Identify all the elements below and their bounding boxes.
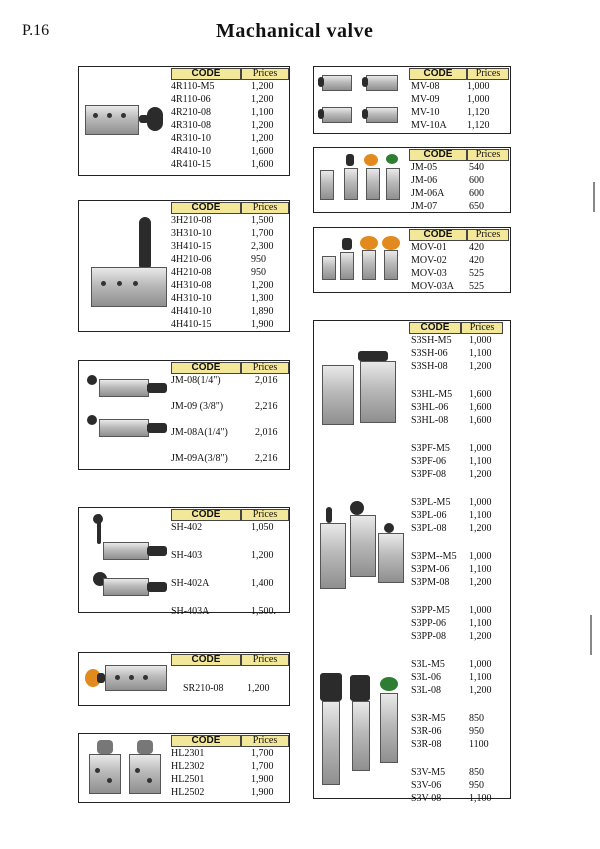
product-price: 1,000 [469, 605, 492, 616]
product-code: JM-05 [411, 162, 438, 173]
product-price: 950 [251, 267, 266, 278]
product-code: S3R-06 [411, 726, 442, 737]
product-price: 525 [469, 268, 484, 279]
prices-header: Prices [467, 68, 509, 80]
product-code: S3R-08 [411, 739, 442, 750]
code-header: CODE [171, 68, 241, 80]
mini-push-valve-image [318, 150, 406, 212]
product-code: S3PM-06 [411, 564, 450, 575]
product-price: 1,700 [251, 761, 274, 772]
product-price: 1,200 [251, 133, 274, 144]
product-price: 850 [469, 713, 484, 724]
product-price: 1,000 [469, 659, 492, 670]
product-code: 4R210-08 [171, 107, 211, 118]
product-price: 1,100 [469, 564, 492, 575]
product-price: 2,216 [255, 401, 278, 412]
product-price: 1,900 [251, 787, 274, 798]
code-header: CODE [171, 362, 241, 374]
product-price: 540 [469, 162, 484, 173]
h-series-panel [78, 200, 290, 332]
product-code: MOV-03A [411, 281, 454, 292]
product-price: 1,700 [251, 748, 274, 759]
s3-roller-valve-image [316, 493, 408, 593]
product-price: 1,500 [251, 215, 274, 226]
product-price: 1,000 [467, 81, 490, 92]
code-header: CODE [171, 735, 241, 747]
product-price: 600 [469, 175, 484, 186]
product-code: MOV-01 [411, 242, 447, 253]
prices-header: Prices [461, 322, 503, 334]
product-code: S3PF-06 [411, 456, 447, 467]
code-header: CODE [171, 509, 241, 521]
prices-header: Prices [241, 362, 289, 374]
product-code: S3PP-M5 [411, 605, 450, 616]
product-code: 3H310-10 [171, 228, 212, 239]
product-price: 1,100 [469, 348, 492, 359]
product-code: HL2302 [171, 761, 205, 772]
product-code: S3PL-M5 [411, 497, 451, 508]
toggle-valve-image [85, 371, 171, 461]
product-price: 1,700 [251, 228, 274, 239]
product-code: HL2301 [171, 748, 205, 759]
mv-series-panel [313, 66, 511, 134]
product-price: 1,200 [251, 280, 274, 291]
product-price: 1,100 [469, 618, 492, 629]
product-code: 4R110-06 [171, 94, 211, 105]
product-price: 1,200 [469, 469, 492, 480]
hand-lever-valve-image [85, 101, 167, 141]
mushroom-valve-image [318, 230, 406, 292]
product-price: 600 [469, 188, 484, 199]
product-price: 1,100 [469, 793, 492, 804]
prices-header: Prices [241, 654, 289, 666]
product-code: SH-403 [171, 550, 203, 561]
product-price: 1,890 [251, 306, 274, 317]
product-price: 1,050 [251, 522, 274, 533]
product-price: 2,300 [251, 241, 274, 252]
product-code: 4R310-10 [171, 133, 211, 144]
product-code: MOV-02 [411, 255, 447, 266]
hl-series-panel [78, 733, 290, 803]
product-code: SR210-08 [183, 683, 224, 694]
product-code: S3PM-08 [411, 577, 450, 588]
product-code: S3PM--M5 [411, 551, 457, 562]
product-code: S3L-08 [411, 685, 441, 696]
prices-header: Prices [241, 68, 289, 80]
product-price: 1,000 [469, 551, 492, 562]
product-price: 1,000 [469, 335, 492, 346]
product-price: 1100 [469, 739, 489, 750]
scan-mark [593, 182, 595, 212]
product-code: JM-09A(3/8") [171, 453, 228, 464]
product-price: 1,100 [469, 510, 492, 521]
product-price: 1,200 [469, 523, 492, 534]
code-header: CODE [409, 68, 467, 80]
product-code: S3HL-06 [411, 402, 449, 413]
s3-button-valve-image [316, 671, 408, 791]
r-series-panel [78, 66, 290, 176]
product-code: HL2502 [171, 787, 205, 798]
product-price: 1,200 [251, 120, 274, 131]
product-code: JM-07 [411, 201, 438, 212]
code-header: CODE [171, 202, 241, 214]
product-price: 1,600 [469, 389, 492, 400]
mov-series-panel [313, 227, 511, 293]
product-price: 1,400 [251, 578, 274, 589]
product-code: JM-09 (3/8") [171, 401, 224, 412]
product-code: JM-08A(1/4") [171, 427, 228, 438]
product-price: 420 [469, 255, 484, 266]
product-price: 1,100 [469, 672, 492, 683]
product-price: 1,200 [251, 81, 274, 92]
code-header: CODE [171, 654, 241, 666]
sr-series-panel [78, 652, 290, 706]
mini-valve-image [318, 69, 406, 131]
toggle-valve-image [85, 514, 171, 610]
product-code: S3SH-M5 [411, 335, 452, 346]
prices-header: Prices [241, 202, 289, 214]
product-price: 1,200 [469, 361, 492, 372]
product-price: 1,600 [251, 146, 274, 157]
page-title: Machanical valve [216, 20, 374, 42]
product-code: S3PL-08 [411, 523, 447, 534]
product-code: MV-08 [411, 81, 440, 92]
product-code: 4R310-08 [171, 120, 211, 131]
product-code: JM-06 [411, 175, 438, 186]
product-price: 1,200 [469, 631, 492, 642]
product-price: 1,900 [251, 774, 274, 785]
product-price: 1,600 [251, 159, 274, 170]
product-code: 4H210-08 [171, 267, 212, 278]
product-code: HL2501 [171, 774, 205, 785]
product-code: S3SH-08 [411, 361, 448, 372]
product-price: 2,016 [255, 375, 278, 386]
product-code: S3R-M5 [411, 713, 446, 724]
product-code: S3PF-M5 [411, 443, 450, 454]
code-header: CODE [409, 149, 467, 161]
product-code: S3L-06 [411, 672, 441, 683]
scan-mark [590, 615, 592, 655]
product-price: 2,216 [255, 453, 278, 464]
product-price: 950 [469, 780, 484, 791]
product-price: 1,200 [247, 683, 270, 694]
product-price: 650 [469, 201, 484, 212]
code-header: CODE [409, 229, 467, 241]
product-code: S3L-M5 [411, 659, 445, 670]
product-code: 4H410-15 [171, 319, 212, 330]
prices-header: Prices [241, 509, 289, 521]
s3-series-panel [313, 320, 511, 804]
product-code: JM-08(1/4") [171, 375, 221, 386]
product-code: 4H410-10 [171, 306, 212, 317]
product-code: SH-403A [171, 606, 210, 617]
push-button-valve-image [83, 659, 169, 701]
product-price: 1,000 [469, 443, 492, 454]
product-price: 1,600 [469, 415, 492, 426]
product-code: 4R410-15 [171, 159, 211, 170]
hand-lever-valve-image [83, 211, 169, 327]
product-code: 4H310-10 [171, 293, 212, 304]
product-price: 950 [469, 726, 484, 737]
product-code: S3PL-06 [411, 510, 447, 521]
code-header: CODE [409, 322, 461, 334]
product-code: S3HL-M5 [411, 389, 453, 400]
product-price: 1,300 [251, 293, 274, 304]
jm-series-panel [78, 360, 290, 470]
product-price: 1,500. [251, 606, 276, 617]
product-price: 1,120 [467, 107, 490, 118]
product-code: MOV-03 [411, 268, 447, 279]
product-price: 1,200 [251, 550, 274, 561]
prices-header: Prices [467, 229, 509, 241]
sh-series-panel [78, 507, 290, 617]
product-code: SH-402A [171, 578, 210, 589]
product-code: 3H410-15 [171, 241, 212, 252]
product-code: 4R110-M5 [171, 81, 215, 92]
s3-toggle-valve-image [316, 341, 408, 427]
product-code: 4H210-06 [171, 254, 212, 265]
page-number: P.16 [22, 22, 50, 39]
product-price: 1,100 [251, 107, 274, 118]
product-code: MV-10 [411, 107, 440, 118]
product-price: 1,200 [469, 685, 492, 696]
product-price: 1,120 [467, 120, 490, 131]
product-code: S3SH-06 [411, 348, 448, 359]
product-price: 1,000 [469, 497, 492, 508]
product-code: MV-09 [411, 94, 440, 105]
product-price: 1,900 [251, 319, 274, 330]
product-code: 3H210-08 [171, 215, 212, 226]
prices-header: Prices [241, 735, 289, 747]
product-price: 1,100 [469, 456, 492, 467]
prices-header: Prices [467, 149, 509, 161]
product-code: S3PP-06 [411, 618, 447, 629]
product-price: 1,600 [469, 402, 492, 413]
product-price: 2,016 [255, 427, 278, 438]
product-price: 1,200 [469, 577, 492, 588]
product-price: 420 [469, 242, 484, 253]
product-code: S3V-M5 [411, 767, 446, 778]
product-code: S3V-08 [411, 793, 442, 804]
product-price: 1,200 [251, 94, 274, 105]
product-code: JM-06A [411, 188, 445, 199]
product-code: S3HL-08 [411, 415, 449, 426]
product-price: 950 [251, 254, 266, 265]
lever-valve-image [85, 738, 167, 800]
product-code: S3PF-08 [411, 469, 447, 480]
jm0-series-panel [313, 147, 511, 213]
product-code: 4R410-10 [171, 146, 211, 157]
product-price: 525 [469, 281, 484, 292]
product-code: MV-10A [411, 120, 447, 131]
product-code: 4H310-08 [171, 280, 212, 291]
product-price: 1,000 [467, 94, 490, 105]
product-code: SH-402 [171, 522, 203, 533]
product-code: S3V-06 [411, 780, 442, 791]
product-price: 850 [469, 767, 484, 778]
product-code: S3PP-08 [411, 631, 447, 642]
